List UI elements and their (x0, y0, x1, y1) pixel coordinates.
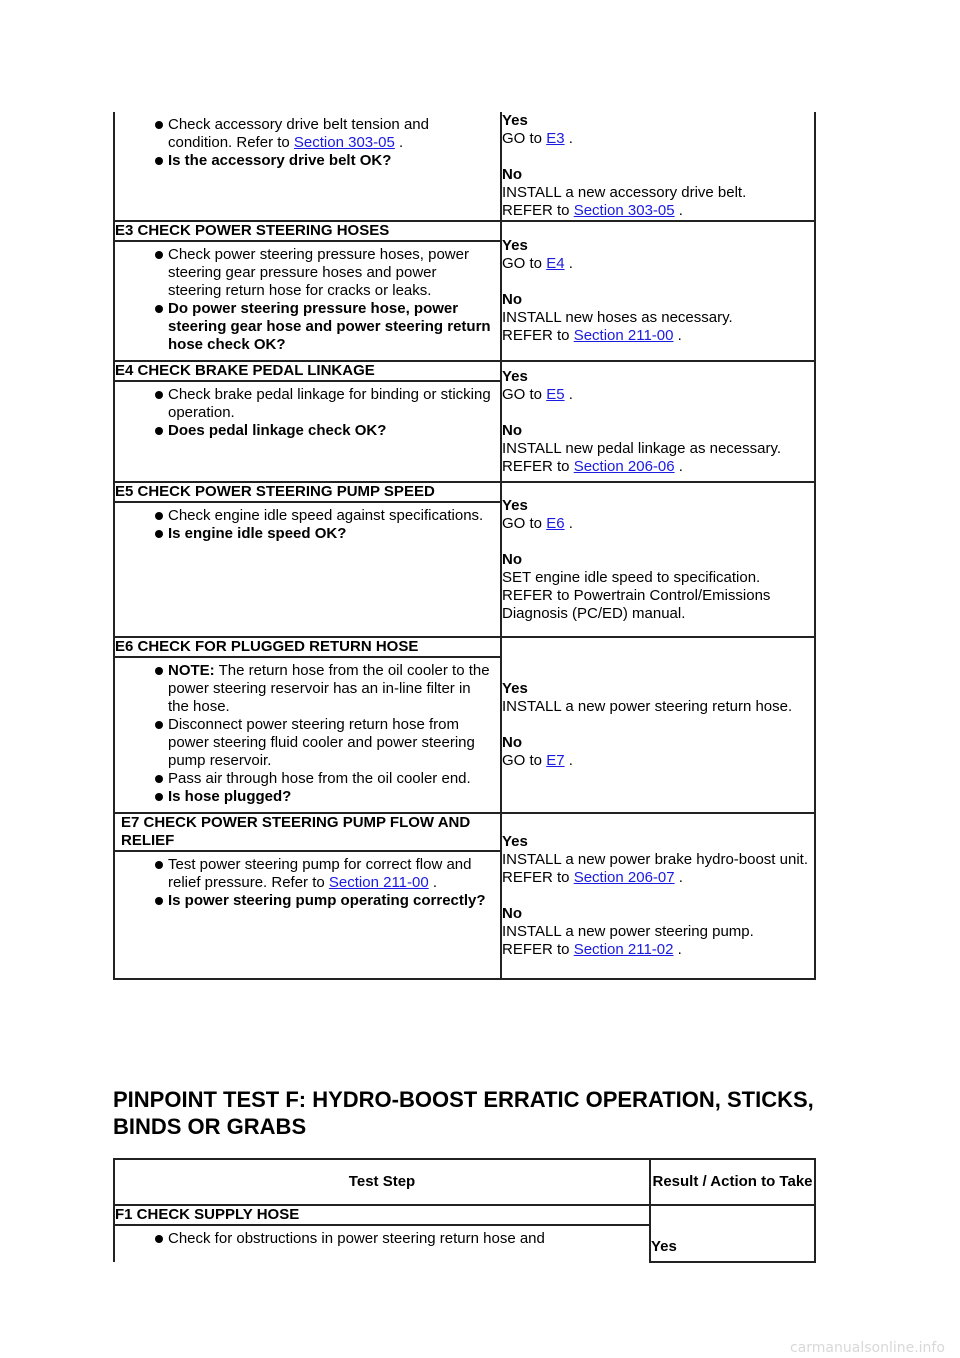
goto-e5-link[interactable]: E5 (546, 385, 565, 403)
pinpoint-test-f-table (113, 1158, 816, 1263)
step-heading-row-e5 (114, 482, 815, 502)
step-heading-e7: E7 CHECK POWER STEERING PUMP FLOW AND RELIEF (114, 813, 501, 851)
goto-e4-link[interactable]: E4 (546, 255, 565, 272)
yes-label: Yes (651, 1238, 677, 1255)
no-label: No (502, 905, 522, 922)
step-heading-row-e4 (114, 361, 815, 381)
section-303-05-link[interactable]: Section 303-05 (293, 134, 395, 151)
no-label: No (502, 734, 522, 751)
pinpoint-test-e-table (113, 112, 816, 980)
no-refer: REFER to Section 211-02 . (502, 941, 682, 958)
goto-e7-link[interactable]: E7 (546, 752, 565, 769)
section-303-05-link[interactable]: Section 303-05 (573, 202, 675, 219)
step-heading-row-e6 (114, 637, 815, 657)
no-action: GO to E7 . (502, 752, 573, 769)
yes-action: INSTALL a new power steering return hose. (502, 698, 793, 715)
section-211-02-link[interactable]: Section 211-02 (573, 941, 674, 958)
step-cell (114, 502, 501, 637)
pinpoint-test-f-title: PINPOINT TEST F: HYDRO-BOOST ERRATIC OPERATION, STICKS, BINDS OR GRABS (113, 1087, 814, 1139)
no-refer: REFER to Powertrain Control/Emissions Diagnosis (PC/ED) manual. (502, 586, 771, 622)
step-heading-f1: F1 CHECK SUPPLY HOSE (114, 1205, 650, 1225)
yes-label: Yes (502, 112, 528, 129)
no-label: No (502, 421, 522, 439)
no-label: No (502, 166, 522, 183)
watermark: carmanualsonline.info (790, 1340, 945, 1356)
goto-e3-link[interactable]: E3 (546, 130, 565, 147)
bullet-item: Check brake pedal linkage for binding or sticking operation. (115, 386, 494, 422)
section-211-00-link[interactable]: Section 211-00 (573, 327, 674, 344)
step-heading-e3: E3 CHECK POWER STEERING HOSES (114, 221, 501, 241)
no-action: SET engine idle speed to specification. (502, 568, 761, 586)
step-heading-e6: E6 CHECK FOR PLUGGED RETURN HOSE (114, 637, 501, 657)
step-cell (114, 657, 501, 813)
result-cell (501, 813, 815, 979)
bullet-item: Check for obstructions in power steering return hose and (115, 1230, 643, 1248)
step-row-e2 (114, 112, 815, 221)
step-heading-e5: E5 CHECK POWER STEERING PUMP SPEED (114, 482, 501, 502)
step-cell (114, 112, 501, 221)
step-heading-e4: E4 CHECK BRAKE PEDAL LINKAGE (114, 361, 501, 381)
yes-label: Yes (502, 496, 528, 514)
no-action: INSTALL a new power steering pump. (502, 923, 754, 940)
question-item: Is hose plugged? (115, 788, 494, 806)
bullet-item: Test power steering pump for correct flow and relief pressure. Refer to Section 211-00 . (115, 856, 494, 892)
step-cell (114, 241, 501, 361)
yes-action: GO to E4 . (502, 255, 573, 272)
result-cell (501, 361, 815, 482)
no-action: INSTALL new hoses as necessary. (502, 309, 733, 326)
step-cell (114, 851, 501, 979)
question-item: Is power steering pump operating correctly? (115, 892, 494, 910)
step-heading-row-e7 (114, 813, 815, 851)
no-refer: REFER to Section 303-05 . (502, 202, 683, 219)
step-heading-row-f1 (114, 1205, 815, 1225)
yes-action: GO to E6 . (502, 514, 573, 532)
question-item: Is the accessory drive belt OK? (115, 152, 494, 170)
yes-label: Yes (502, 833, 528, 850)
bullet-item: Check power steering pressure hoses, power steering gear pressure hoses and power steering return hose for cracks or leaks. (115, 246, 494, 300)
step-cell (114, 1225, 650, 1262)
bullet-item: Disconnect power steering return hose from power steering fluid cooler and power steering pump reservoir. (115, 716, 494, 770)
section-211-00-link[interactable]: Section 211-00 (328, 874, 429, 891)
section-206-07-link[interactable]: Section 206-07 (573, 869, 675, 886)
note-item: NOTE: The return hose from the oil cooler to the power steering reservoir has an in-line filter in the hose. (115, 662, 494, 716)
yes-action: GO to E3 . (502, 130, 573, 147)
result-cell (501, 482, 815, 637)
result-cell (501, 112, 815, 221)
step-cell (114, 381, 501, 482)
no-label: No (502, 550, 522, 568)
header-row (114, 1159, 815, 1205)
section-206-06-link[interactable]: Section 206-06 (573, 457, 675, 475)
col-header-result: Result / Action to Take (650, 1159, 815, 1205)
yes-label: Yes (502, 237, 528, 254)
no-refer: REFER to Section 211-00 . (502, 327, 682, 344)
no-action: INSTALL new pedal linkage as necessary. (502, 439, 782, 457)
yes-label: Yes (502, 680, 528, 697)
result-cell (501, 221, 815, 361)
yes-label: Yes (502, 367, 528, 385)
question-item: Is engine idle speed OK? (115, 525, 494, 543)
bullet-item: Check engine idle speed against specifications. (115, 507, 494, 525)
result-cell (501, 637, 815, 813)
goto-e6-link[interactable]: E6 (546, 514, 565, 532)
yes-action: GO to E5 . (502, 385, 573, 403)
yes-action: INSTALL a new power brake hydro-boost unit. REFER to Section 206-07 . (502, 851, 808, 886)
result-cell (650, 1205, 815, 1262)
question-item: Does pedal linkage check OK? (115, 422, 494, 440)
bullet-item: Pass air through hose from the oil cooler end. (115, 770, 494, 788)
no-label: No (502, 291, 522, 308)
col-header-test-step: Test Step (114, 1159, 650, 1205)
no-refer: REFER to Section 206-06 . (502, 457, 683, 475)
question-item: Do power steering pressure hose, power steering gear hose and power steering return hose check OK? (115, 300, 494, 354)
no-action: INSTALL a new accessory drive belt. (502, 184, 747, 201)
bullet-item: Check accessory drive belt tension and condition. Refer to Section 303-05 . (115, 116, 494, 152)
step-heading-row-e3 (114, 221, 815, 241)
